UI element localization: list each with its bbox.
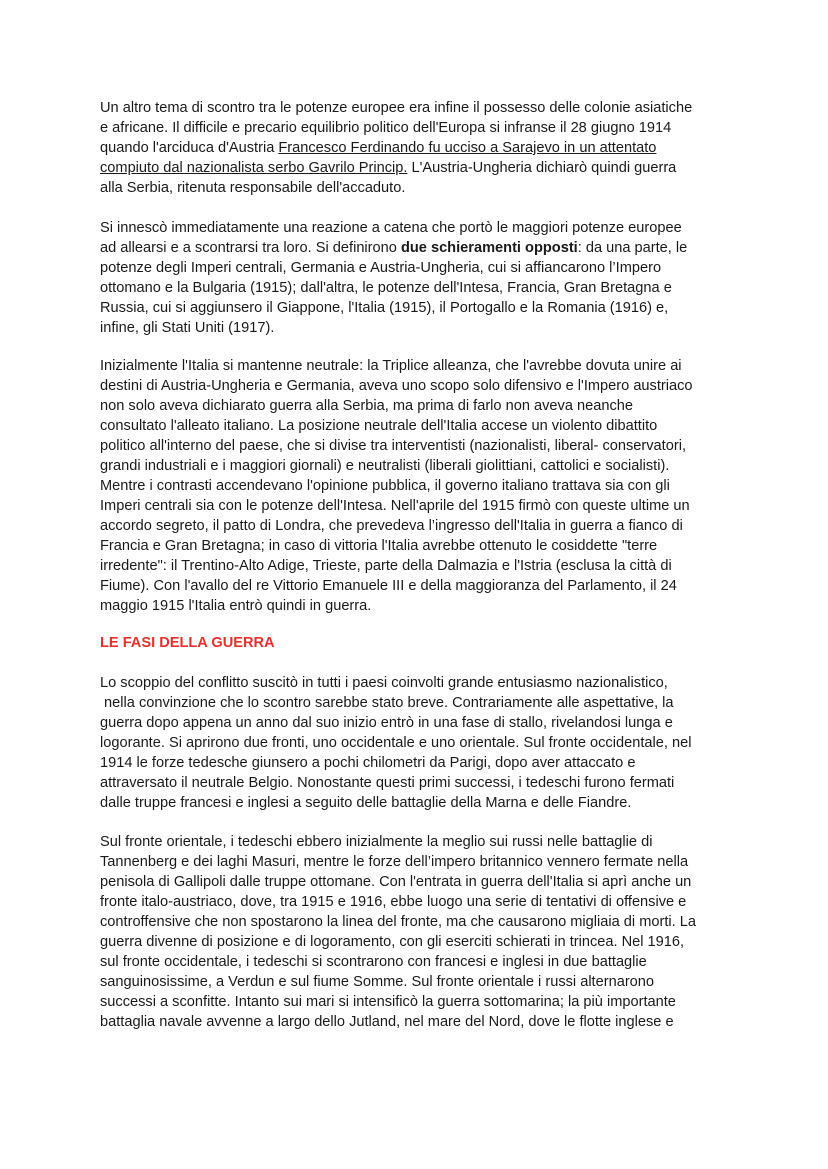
text-line: [100, 753, 740, 773]
text-segment: ottomano e la Bulgaria (1915); dall'altra, le potenze dell'Intesa, Francia, Gran Bretagna e: [100, 280, 672, 296]
text-segment: guerra dopo appena un anno dal suo inizio entrò in una fase di stallo, rivelandosi lunga e: [100, 715, 673, 731]
text-segment: battaglia navale avvenne a largo dello Jutland, nel mare del Nord, dove le flotte inglese e: [100, 1014, 674, 1030]
text-segment: politico all'interno del paese, che si divise tra interventisti (nazionalisti, liberal- conservatori,: [100, 438, 687, 454]
text-segment: sanguinosissime, a Verdun e sul fiume Somme. Sul fronte orientale i russi alternarono: [100, 974, 655, 990]
underlined-text: compiuto dal nazionalista serbo Gavrilo Princip.: [100, 160, 408, 176]
text-line: [100, 258, 740, 278]
text-line: [100, 278, 740, 298]
text-line: [100, 356, 740, 376]
text-line: [100, 992, 740, 1012]
text-segment: infine, gli Stati Uniti (1917).: [100, 320, 275, 336]
text-segment: Russia, cui si aggiunsero il Giappone, l'Italia (1915), il Portogallo e la Romania (1916) e,: [100, 300, 669, 316]
text-segment: Tannenberg e dei laghi Masuri, mentre le forze dell’impero britannico vennero fermate nella: [100, 854, 689, 870]
text-segment: Mentre i contrasti accendevano l'opinione pubblica, il governo italiano trattava sia con gli: [100, 478, 670, 494]
text-segment: attraversato il neutrale Belgio. Nonostante questi primi successi, i tedeschi furono fermati: [100, 775, 675, 791]
text-segment: Fiume). Con l'avallo del re Vittorio Emanuele III e della maggioranza del Parlamento, il 24: [100, 578, 677, 594]
text-segment: penisola di Gallipoli dalle truppe ottomane. Con l'entrata in guerra dell'Italia si aprì anche un: [100, 874, 692, 890]
paragraph-war-phases: [100, 673, 740, 813]
text-segment: 1914 le forze tedesche giunsero a pochi chilometri da Parigi, dopo aver attaccato e: [100, 755, 636, 771]
text-line: [100, 912, 740, 932]
text-line: [100, 872, 740, 892]
text-line: [100, 733, 740, 753]
text-segment: nella convinzione che lo scontro sarebbe stato breve. Contrariamente alle aspettative, la: [100, 695, 674, 711]
underlined-text: Francesco Ferdinando fu ucciso a Sarajevo in un attentato: [278, 140, 657, 156]
text-line: [100, 238, 740, 258]
text-segment: maggio 1915 l'Italia entrò quindi in guerra.: [100, 598, 372, 614]
text-line: [100, 158, 740, 178]
text-segment: successi a sconfitte. Intanto sui mari si intensificò la guerra sottomarina; la più importante: [100, 994, 676, 1010]
text-segment: accordo segreto, il patto di Londra, che prevedeva l’ingresso dell'Italia in guerra a fianco di: [100, 518, 683, 534]
text-line: [100, 516, 740, 536]
text-segment: logorante. Si aprirono due fronti, uno occidentale e uno orientale. Sul fronte occidentale, nel: [100, 735, 692, 751]
text-line: [100, 476, 740, 496]
text-segment: Si innescò immediatamente una reazione a catena che portò le maggiori potenze europee: [100, 220, 682, 236]
text-segment: destini di Austria-Ungheria e Germania, aveva uno scopo solo difensivo e l'Impero austriaco: [100, 378, 693, 394]
text-line: [100, 496, 740, 516]
text-segment: Lo scoppio del conflitto suscitò in tutti i paesi coinvolti grande entusiasmo nazionalistico,: [100, 675, 668, 691]
text-line: [100, 832, 740, 852]
text-line: [100, 536, 740, 556]
text-line: [100, 456, 740, 476]
text-line: [100, 298, 740, 318]
text-line: [100, 852, 740, 872]
paragraph-italy-neutrality: [100, 356, 740, 616]
text-line: [100, 952, 740, 972]
text-line: [100, 1012, 740, 1032]
text-line: [100, 793, 740, 813]
text-line: [100, 318, 740, 338]
bold-text: due schieramenti opposti: [400, 240, 578, 256]
text-line: [100, 892, 740, 912]
text-line: [100, 118, 740, 138]
text-segment: e africane. Il difficile e precario equilibrio politico dell'Europa si infranse il 28 giugno 1914: [100, 120, 672, 136]
section-heading: LE FASI DELLA GUERRA: [100, 635, 275, 651]
text-segment: : da una parte, le: [577, 240, 688, 256]
paragraph-eastern-front: [100, 832, 740, 1032]
text-line: [100, 713, 740, 733]
text-segment: Francia e Gran Bretagna; in caso di vittoria l'Italia avrebbe ottenuto le cosiddette "terre: [100, 538, 658, 554]
text-line: [100, 673, 740, 693]
text-line: [100, 596, 740, 616]
text-line: [100, 178, 740, 198]
text-segment: fronte italo-austriaco, dove, tra 1915 e 1916, ebbe luogo una serie di tentativi di offensive e: [100, 894, 687, 910]
text-segment: quando l'arciduca d'Austria: [100, 140, 279, 156]
text-segment: Sul fronte orientale, i tedeschi ebbero inizialmente la meglio sui russi nelle battaglie di: [100, 834, 653, 850]
text-segment: consultato l'alleato italiano. La posizione neutrale dell'Italia accese un violento dibattito: [100, 418, 658, 434]
text-segment: sul fronte occidentale, i tedeschi si scontrarono con francesi e inglesi in due battaglie: [100, 954, 647, 970]
paragraph-alliances: [100, 218, 740, 338]
text-segment: potenze degli Imperi centrali, Germania e Austria-Ungheria, cui si affiancarono l’Impero: [100, 260, 662, 276]
text-segment: ad allearsi e a scontrarsi tra loro. Si definirono: [100, 240, 401, 256]
text-line: [100, 576, 740, 596]
text-line: [100, 773, 740, 793]
text-line: [100, 436, 740, 456]
text-segment: guerra divenne di posizione e di logoramento, con gli eserciti schierati in trincea. Nel 1916,: [100, 934, 685, 950]
text-segment: Imperi centrali sia con le potenze dell'Intesa. Nell'aprile del 1915 firmò con queste ultime un: [100, 498, 690, 514]
text-line: [100, 416, 740, 436]
text-segment: non solo aveva dichiarato guerra alla Serbia, ma prima di farlo non aveva neanche: [100, 398, 633, 414]
text-segment: controffensive che non spostarono la linea del fronte, ma che causarono migliaia di morti. La: [100, 914, 696, 930]
text-segment: Inizialmente l'Italia si mantenne neutrale: la Triplice alleanza, che l'avrebbe dovuta unire ai: [100, 358, 682, 374]
paragraph-colonies: [100, 98, 740, 198]
text-segment: irredente": il Trentino-Alto Adige, Trieste, parte della Dalmazia e l'Istria (esclusa la città di: [100, 558, 672, 574]
text-segment: dalle truppe francesi e inglesi a seguito delle battaglie della Marna e delle Fiandre.: [100, 795, 632, 811]
text-line: [100, 396, 740, 416]
text-segment: L'Austria-Ungheria dichiarò quindi guerra: [407, 160, 677, 176]
text-line: [100, 376, 740, 396]
text-line: [100, 932, 740, 952]
text-line: [100, 138, 740, 158]
text-line: [100, 218, 740, 238]
text-segment: alla Serbia, ritenuta responsabile dell'accaduto.: [100, 180, 406, 196]
text-line: [100, 98, 740, 118]
text-line: [100, 556, 740, 576]
text-segment: grandi industriali e i maggiori giornali) e neutralisti (liberali giolittiani, cattolici e socialisti).: [100, 458, 670, 474]
text-segment: Un altro tema di scontro tra le potenze europee era infine il possesso delle colonie asiatiche: [100, 100, 693, 116]
text-line: [100, 972, 740, 992]
text-line: [100, 693, 740, 713]
